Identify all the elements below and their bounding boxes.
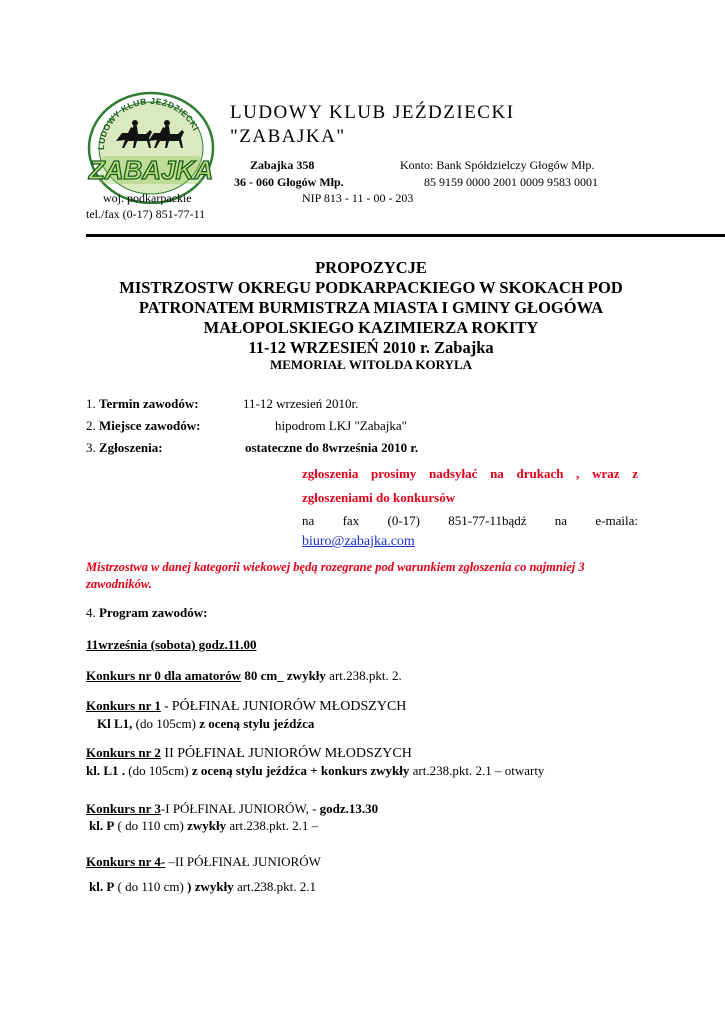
logo-wordmark: ZABAJKA [88,155,214,185]
bank-line1: Konto: Bank Spółdzielczy Głogów Młp. [400,158,595,172]
nip: NIP 813 - 11 - 00 - 203 [302,191,414,205]
title-line5: 11-12 WRZESIEŃ 2010 r. Zabajka [248,338,494,357]
title-line2: MISTRZOSTW OKREGU PODKARPACKIEGO W SKOKACH POD [119,278,623,297]
org-name-line2: "ZABAJKA" [230,126,346,147]
club-logo [86,86,216,204]
logo-ring-text: LUDOWY KLUB JEŹDZIECKI [95,95,202,151]
item-2-value: hipodrom LKJ "Zabajka" [275,418,407,433]
item-3: 3. Zgłoszenia: [86,440,163,455]
konkurs-4: Konkurs nr 4- –II PÓŁFINAŁ JUNIORÓW [86,854,321,869]
konkurs-3: Konkurs nr 3-I PÓŁFINAŁ JUNIORÓW, - godz.13.30 [86,801,379,816]
title-line1: PROPOZYCJE [315,258,427,277]
item-2: 2. Miejsce zawodów: [86,418,201,433]
title-line6: MEMORIAŁ WITOLDA KORYLA [269,357,473,372]
bank-line2: 85 9159 0000 2001 0009 9583 0001 [424,175,598,189]
notice: Mistrzostwa w danej kategorii wiekowej będą rozegrane pod warunkiem zgłoszenia co najmniej 3 zawodników. [86,560,585,591]
konkurs-1: Konkurs nr 1 - PÓŁFINAŁ JUNIORÓW MŁODSZYCH [86,698,407,714]
item-1: 1. Termin zawodów: [86,396,199,411]
konkurs-4-details: kl. P ( do 110 cm) ) zwykły art.238.pkt. 2.1 [89,879,317,894]
item-3-red-line2: zgłoszeniami do konkursów [302,490,456,505]
item-3-fax-line: na fax (0-17) 851-77-11bądź na e-maila: [302,513,638,528]
address-line1: Zabajka 358 [250,158,315,172]
title-line4: MAŁOPOLSKIEGO KAZIMIERZA ROKITY [203,318,539,337]
day1-heading: 11września (sobota) godz.11.00 [86,637,257,652]
item-4: 4. Program zawodów: [86,605,208,620]
title-line3: PATRONATEM BURMISTRZA MIASTA I GMINY GŁOGÓWA [138,298,604,317]
header-divider [86,234,725,237]
konkurs-1-details: Kl L1, (do 105cm) z oceną stylu jeźdźca [97,716,315,731]
org-name-line1: LUDOWY KLUB JEŹDZIECKI [230,102,515,123]
konkurs-3-details: kl. P ( do 110 cm) zwykły art.238.pkt. 2.1 – [89,818,319,833]
konkurs-2-details: kl. L1 . (do 105cm) z oceną stylu jeźdźca + konkurs zwykły art.238.pkt. 2.1 – otwarty [86,763,545,778]
konkurs-2: Konkurs nr 2 II PÓŁFINAŁ JUNIORÓW MŁODSZYCH [86,745,412,761]
region: woj. podkarpackie [103,191,192,205]
item-3-red-line1: zgłoszenia prosimy nadsyłać na drukach , wraz z [302,466,638,481]
item-1-value: 11-12 wrzesień 2010r. [243,396,359,411]
phone: tel./fax (0-17) 851-77-11 [86,207,206,221]
item-3-value: ostateczne do 8września 2010 r. [245,440,419,455]
email-link[interactable]: biuro@zabajka.com [302,534,415,549]
konkurs-0: Konkurs nr 0 dla amatorów 80 cm_ zwykły art.238.pkt. 2. [86,668,402,683]
address-line2: 36 - 060 Głogów Młp. [234,175,344,189]
